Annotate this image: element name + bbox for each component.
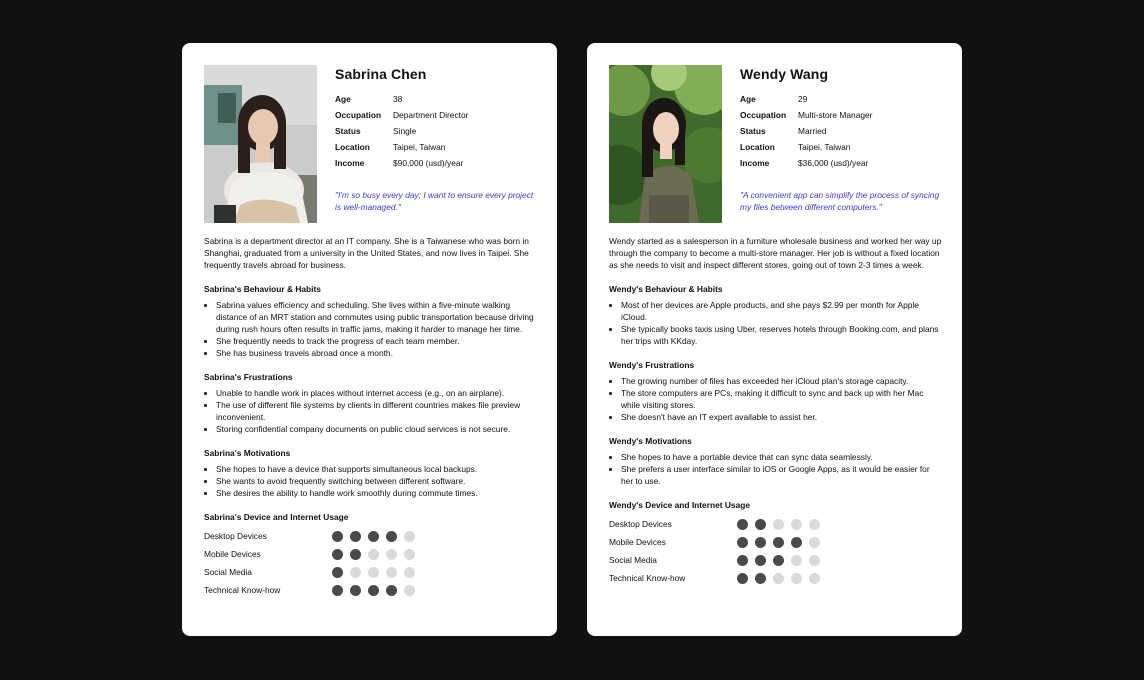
usage-label: Social Media [204,567,252,577]
usage-label: Social Media [609,555,657,565]
list-item: • Unable to handle work in places without internet access (e.g., on an airplane). [216,387,539,399]
frustrations-title: Sabrina's Frustrations [204,372,293,382]
list-item: • She doesn't have an IT expert available to assist her. [621,411,944,423]
usage-row-mobile [204,545,539,563]
fact-label: Income [740,158,770,168]
usage-label: Technical Know-how [609,573,686,583]
fact-occupation [335,109,468,125]
fact-income [335,157,468,173]
rating-dots [737,555,827,566]
rating-dot-filled [368,531,379,542]
usage-row-desktop [609,515,944,533]
persona-content [609,235,944,587]
rating-dot-empty [386,567,397,578]
usage-label: Desktop Devices [204,531,267,541]
persona-facts [335,93,468,173]
frustrations-list [609,375,944,423]
rating-dot-empty [773,519,784,530]
usage-row-desktop [204,527,539,545]
persona-card-sabrina [182,43,557,636]
fact-value: 29 [798,94,808,104]
fact-income [740,157,872,173]
rating-dot-filled [737,519,748,530]
rating-dot-empty [368,549,379,560]
rating-dot-empty [404,585,415,596]
persona-content [204,235,539,599]
fact-label: Income [335,158,365,168]
list-item: • Sabrina values efficiency and scheduling. She lives within a five-minute walking distance of an MRT station and commutes using public transportation because driving during rush hours often results in traffic jams, making it harder to manage her time. [216,299,539,335]
persona-photo [204,65,317,223]
rating-dot-empty [791,555,802,566]
rating-dots [332,549,422,560]
list-item: • The use of different file systems by clients in different countries makes file preview inconvenient. [216,399,539,423]
usage-title: Sabrina's Device and Internet Usage [204,512,349,522]
usage-label: Mobile Devices [204,549,261,559]
persona-name: Wendy Wang [740,66,829,82]
behaviour-title: Wendy's Behaviour & Habits [609,284,723,294]
rating-dot-empty [791,519,802,530]
rating-dot-filled [755,537,766,548]
behaviour-list [609,299,944,347]
usage-rating-list [204,527,539,599]
fact-label: Occupation [335,110,382,120]
usage-row-social [609,551,944,569]
rating-dots [737,519,827,530]
fact-value: $90,000 (usd)/year [393,158,464,168]
list-item: • Storing confidential company documents on public cloud services is not secure. [216,423,539,435]
usage-row-mobile [609,533,944,551]
rating-dot-empty [386,549,397,560]
fact-value: $36,000 (usd)/year [798,158,869,168]
rating-dots [332,567,422,578]
fact-occupation [740,109,872,125]
rating-dot-empty [404,549,415,560]
list-item: • She frequently needs to track the progress of each team member. [216,335,539,347]
rating-dot-empty [809,573,820,584]
persona-photo [609,65,722,223]
persona-facts [740,93,872,173]
persona-quote: "A convenient app can simplify the process of syncing my files between different computers." [740,190,940,212]
rating-dot-filled [773,555,784,566]
fact-status [335,125,468,141]
rating-dot-empty [404,567,415,578]
fact-value: Single [393,126,417,136]
fact-age [740,93,872,109]
persona-bio: Sabrina is a department director at an IT company. She is a Taiwanese who was born in Shanghai, graduated from a university in the United States, and now lives in Taipei. She frequently travels abroad for business. [204,236,529,270]
rating-dot-empty [404,531,415,542]
list-item: • The growing number of files has exceeded her iCloud plan's storage capacity. [621,375,944,387]
list-item: • She prefers a user interface similar to iOS or Google Apps, as it would be easier for her to use. [621,463,944,487]
fact-label: Location [740,142,775,152]
rating-dot-filled [368,585,379,596]
usage-title: Wendy's Device and Internet Usage [609,500,751,510]
fact-location [740,141,872,157]
behaviour-list [204,299,539,359]
rating-dots [332,585,422,596]
fact-label: Status [740,126,766,136]
motivations-title: Wendy's Motivations [609,436,692,446]
fact-location [335,141,468,157]
motivations-title: Sabrina's Motivations [204,448,291,458]
rating-dot-filled [350,585,361,596]
motivations-list [204,463,539,499]
rating-dots [737,537,827,548]
rating-dot-empty [809,537,820,548]
list-item: • Most of her devices are Apple products, and she pays $2.99 per month for Apple iCloud. [621,299,944,323]
fact-status [740,125,872,141]
usage-row-technical [204,581,539,599]
list-item: • She hopes to have a device that supports simultaneous local backups. [216,463,539,475]
rating-dots [737,573,827,584]
list-item: • The store computers are PCs, making it difficult to sync and back up with her Mac while visiting stores. [621,387,944,411]
list-item: • She typically books taxis using Uber, reserves hotels through Booking.com, and plans her trips with KKday. [621,323,944,347]
behaviour-title: Sabrina's Behaviour & Habits [204,284,321,294]
usage-rating-list [609,515,944,587]
usage-label: Desktop Devices [609,519,672,529]
frustrations-title: Wendy's Frustrations [609,360,695,370]
rating-dot-filled [737,573,748,584]
usage-label: Technical Know-how [204,585,281,595]
fact-label: Occupation [740,110,787,120]
persona-card-wendy [587,43,962,636]
fact-value: 38 [393,94,403,104]
fact-label: Age [740,94,756,104]
motivations-list [609,451,944,487]
rating-dot-filled [332,531,343,542]
rating-dot-filled [737,537,748,548]
persona-bio: Wendy started as a salesperson in a furniture wholesale business and worked her way up through the company to become a multi-store manager. Her job is without a fixed location as she needs to visit and inspect different stores, going out of town 2-3 times a week. [609,236,942,270]
rating-dot-empty [809,519,820,530]
rating-dot-filled [755,555,766,566]
rating-dot-filled [350,549,361,560]
list-item: • She hopes to have a portable device that can sync data seamlessly. [621,451,944,463]
rating-dot-empty [350,567,361,578]
rating-dot-filled [755,573,766,584]
usage-row-social [204,563,539,581]
rating-dot-empty [368,567,379,578]
rating-dot-filled [386,585,397,596]
rating-dots [332,531,422,542]
rating-dot-filled [773,537,784,548]
rating-dot-filled [350,531,361,542]
fact-age [335,93,468,109]
rating-dot-filled [737,555,748,566]
list-item: • She has business travels abroad once a month. [216,347,539,359]
list-item: • She desires the ability to handle work smoothly during commute times. [216,487,539,499]
frustrations-list [204,387,539,435]
rating-dot-filled [791,537,802,548]
persona-name: Sabrina Chen [335,66,427,82]
fact-label: Age [335,94,351,104]
rating-dot-filled [332,567,343,578]
usage-label: Mobile Devices [609,537,666,547]
fact-label: Location [335,142,370,152]
fact-value: Multi-store Manager [798,110,873,120]
rating-dot-filled [386,531,397,542]
fact-value: Taipei, Taiwan [393,142,446,152]
fact-label: Status [335,126,361,136]
fact-value: Department Director [393,110,469,120]
list-item: • She wants to avoid frequently switching between different software. [216,475,539,487]
rating-dot-filled [755,519,766,530]
fact-value: Married [798,126,827,136]
rating-dot-filled [332,549,343,560]
rating-dot-filled [332,585,343,596]
rating-dot-empty [809,555,820,566]
persona-quote: "I'm so busy every day; I want to ensure every project is well-managed." [335,190,534,212]
fact-value: Taipei, Taiwan [798,142,851,152]
usage-row-technical [609,569,944,587]
rating-dot-empty [773,573,784,584]
rating-dot-empty [791,573,802,584]
